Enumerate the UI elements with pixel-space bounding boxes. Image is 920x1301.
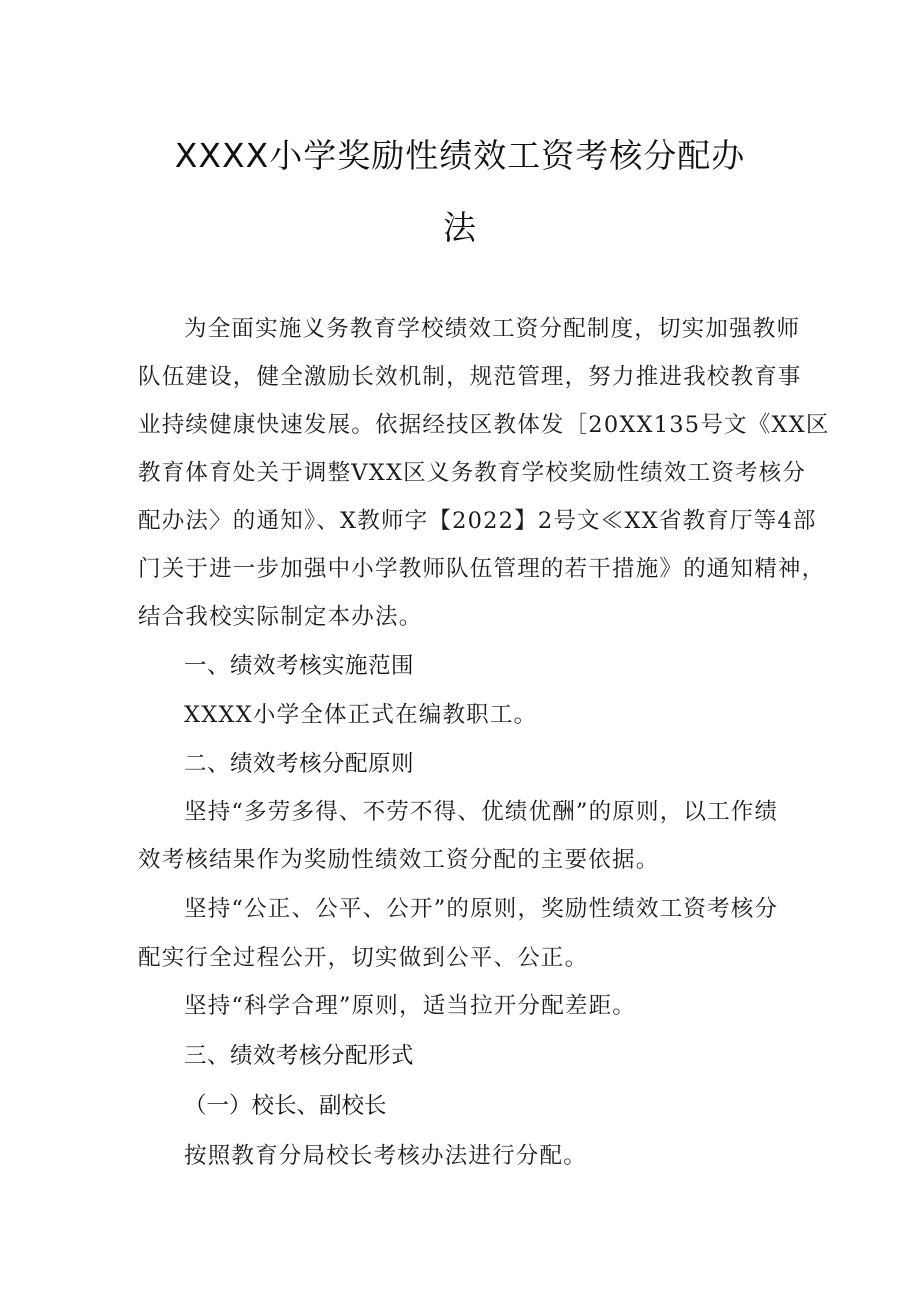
document-title-line-2: 法 bbox=[443, 208, 477, 247]
section-2-heading: 二、绩效考核分配原则 bbox=[184, 751, 415, 777]
intro-line-1: 为全面实施义务教育学校绩效工资分配制度，切实加强教师 bbox=[184, 316, 801, 342]
section-3-subheading-1: （一）校长、副校长 bbox=[184, 1093, 387, 1119]
intro-line-4: 教育体育处关于调整VXX区义务教育学校奖励性绩效工资考核分 bbox=[138, 460, 807, 486]
section-1-body: XXXX小学全体正式在编教职工。 bbox=[184, 702, 538, 728]
intro-line-5: 配办法〉的通知》、X教师字【2022】2号文≪XX省教育厅等4部 bbox=[138, 508, 817, 534]
intro-line-3: 业持续健康快速发展。依据经技区教体发［20XX135号文《XX区 bbox=[138, 412, 830, 438]
section-2-p3: 坚持“科学合理”原则，适当拉开分配差距。 bbox=[184, 993, 637, 1019]
intro-line-7: 结合我校实际制定本办法。 bbox=[138, 604, 423, 630]
section-2-p1-line-1: 坚持“多劳多得、不劳不得、优绩优酬”的原则，以工作绩 bbox=[184, 799, 779, 825]
section-2-p2-line-1: 坚持“公正、公平、公开”的原则，奖励性绩效工资考核分 bbox=[184, 896, 779, 922]
section-3-sub1-body: 按照教育分局校长考核办法进行分配。 bbox=[184, 1143, 587, 1169]
intro-line-6: 门关于进一步加强中小学教师队伍管理的若干措施》的通知精神， bbox=[138, 556, 826, 582]
section-2-p2-line-2: 配实行全过程公开，切实做到公平、公正。 bbox=[138, 945, 589, 971]
document-title-line-1: XXXX小学奖励性绩效工资考核分配办 bbox=[174, 136, 746, 175]
section-2-p1-line-2: 效考核结果作为奖励性绩效工资分配的主要依据。 bbox=[138, 847, 660, 873]
section-1-heading: 一、绩效考核实施范围 bbox=[184, 653, 415, 679]
intro-line-2: 队伍建设，健全激励长效机制，规范管理，努力推进我校教育事 bbox=[138, 364, 802, 390]
section-3-heading: 三、绩效考核分配形式 bbox=[184, 1043, 415, 1069]
